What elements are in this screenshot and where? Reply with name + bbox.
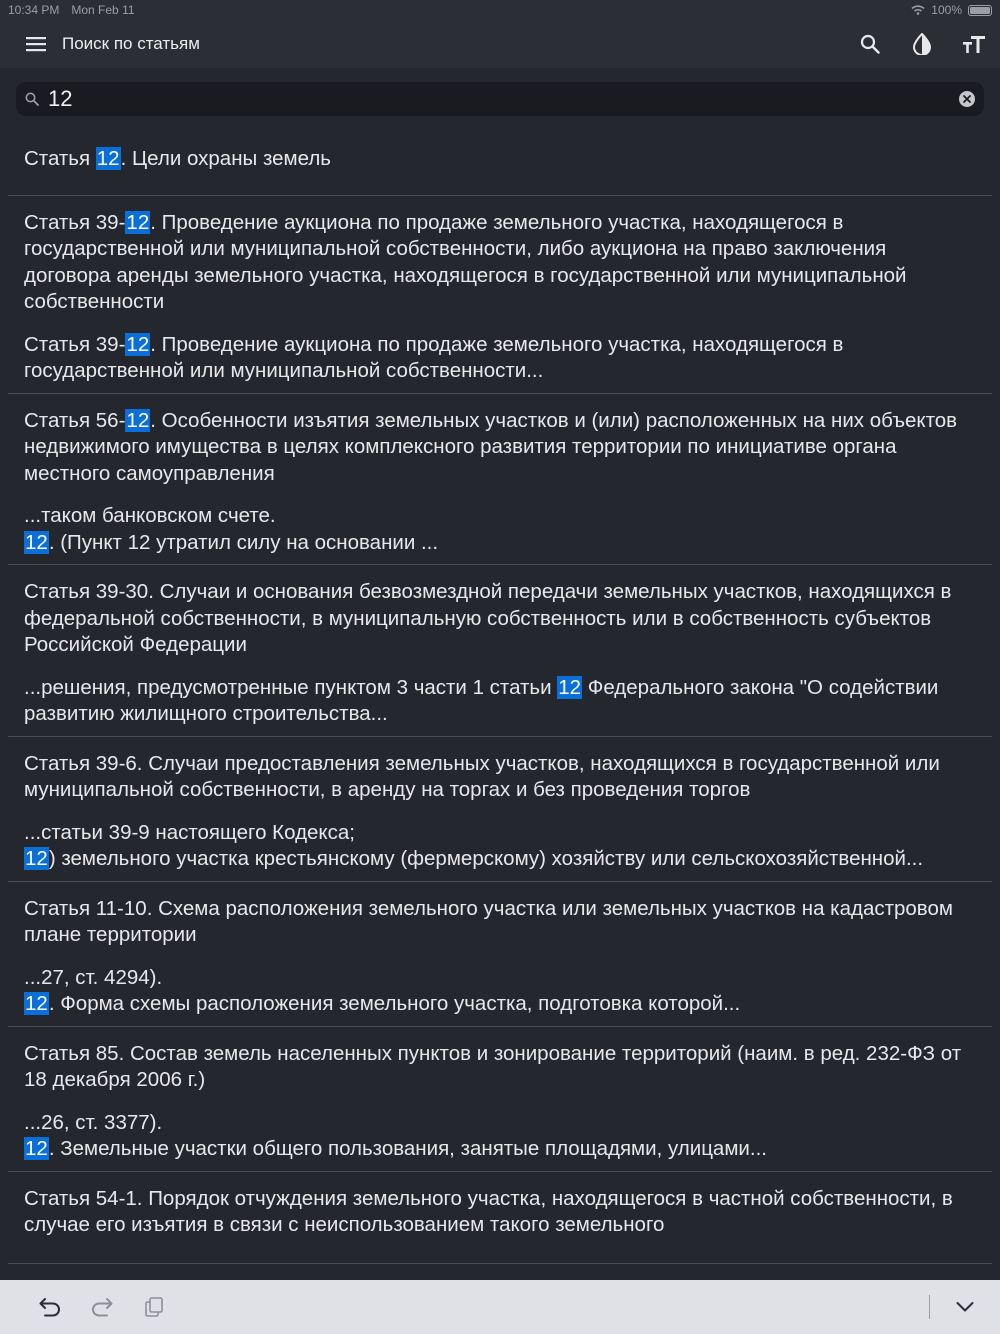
search-result-item[interactable] xyxy=(8,882,992,1027)
undo-icon xyxy=(39,1297,61,1317)
search-bar xyxy=(16,82,984,116)
search-result-item[interactable] xyxy=(8,1172,992,1264)
contrast-button[interactable] xyxy=(896,20,948,68)
text-fragment: ...статьи 39-9 настоящего Кодекса; xyxy=(24,820,355,844)
paste-button[interactable] xyxy=(128,1280,180,1334)
battery-percent: 100% xyxy=(931,3,962,17)
text-fragment: Статья 39- xyxy=(24,332,126,356)
status-time: 10:34 PM xyxy=(8,3,60,17)
search-results-list xyxy=(8,126,992,1280)
text-fragment: ...27, ст. 4294). xyxy=(24,965,163,989)
result-snippet xyxy=(24,965,976,1018)
text-fragment: . Цели охраны земель xyxy=(120,147,331,170)
menu-icon xyxy=(26,36,46,52)
text-size-icon xyxy=(962,34,986,54)
search-icon xyxy=(860,34,880,54)
search-result-item[interactable] xyxy=(8,196,992,394)
search-highlight: 12 xyxy=(126,332,150,356)
chevron-down-icon xyxy=(956,1301,974,1313)
undo-button[interactable] xyxy=(24,1280,76,1334)
text-fragment: ) земельного участка крестьянскому (фермерскому) хозяйству или сельскохозяйственной... xyxy=(48,847,924,870)
text-fragment: . Форма схемы расположения земельного участка, подготовка которой... xyxy=(48,992,741,1015)
search-highlight: 12 xyxy=(25,530,48,554)
search-highlight: 12 xyxy=(126,210,150,234)
text-fragment: Статья 11-10. Схема расположения земельного участка или земельных участков на кадастровом плане территории xyxy=(24,896,953,946)
contrast-icon xyxy=(912,33,932,55)
redo-icon xyxy=(91,1297,113,1317)
search-result-item[interactable] xyxy=(8,737,992,882)
status-bar xyxy=(0,0,1000,20)
clear-search-button[interactable] xyxy=(950,91,984,107)
clipboard-icon xyxy=(145,1297,163,1317)
text-fragment: Статья 85. Состав земель населенных пунктов и зонирование территорий (наим. в ред. 232-ФЗ от 18 декабря 2006 г.) xyxy=(24,1041,962,1091)
result-snippet xyxy=(24,1110,976,1163)
text-fragment: Статья 39-30. Случаи и основания безвозмездной передачи земельных участков, находящихся в федеральной собственности, в муниципальную собственность или в собственность субъектов Российской Федерации xyxy=(24,580,952,656)
search-highlight: 12 xyxy=(96,147,120,170)
text-fragment: . Проведение аукциона по продаже земельного участка, находящегося в государственной или муниципальной собственности... xyxy=(24,332,844,382)
search-button[interactable] xyxy=(844,20,896,68)
result-snippet xyxy=(24,820,976,873)
result-title xyxy=(24,210,976,316)
text-fragment: Статья 54-1. Порядок отчуждения земельного участка, находящегося в частной собственности, в случае его изъятия в связи с неиспользованием такого земельного xyxy=(24,1186,953,1236)
search-field-icon xyxy=(18,92,46,106)
search-highlight: 12 xyxy=(25,1137,48,1160)
text-fragment: ...решения, предусмотренные пунктом 3 части 1 статьи xyxy=(24,675,558,699)
text-fragment: Статья 39-6. Случаи предоставления земельных участков, находящихся в государственной или муниципальной собственности, в аренду на торгах и без проведения торгов xyxy=(24,751,940,801)
text-fragment: Статья xyxy=(24,147,96,170)
search-result-item[interactable] xyxy=(8,565,992,737)
top-navbar xyxy=(0,20,1000,68)
text-fragment: . Земельные участки общего пользования, занятые площадями, улицами... xyxy=(48,1137,767,1160)
text-fragment: ...26, ст. 3377). xyxy=(24,1110,163,1134)
battery-icon xyxy=(968,5,992,16)
text-fragment: Федерального закона "О содействии развитию жилищного строительства... xyxy=(24,675,939,725)
text-fragment: Статья 56- xyxy=(24,408,126,432)
text-fragment: . Проведение аукциона по продаже земельного участка, находящегося в государственной или муниципальной собственности, либо аукциона на право заключения договора аренды земельного участка, находящегося в государственной или муниципальной собственности xyxy=(24,210,907,313)
redo-button[interactable] xyxy=(76,1280,128,1334)
text-fragment: Статья 39- xyxy=(24,210,126,234)
search-result-item[interactable] xyxy=(8,1027,992,1172)
search-highlight: 12 xyxy=(25,992,48,1015)
result-title xyxy=(24,896,976,949)
search-highlight: 12 xyxy=(25,847,48,870)
text-size-button[interactable] xyxy=(948,20,1000,68)
search-result-item[interactable] xyxy=(8,394,992,566)
search-highlight: 12 xyxy=(126,408,150,432)
result-title xyxy=(24,408,976,488)
result-title xyxy=(24,751,976,804)
wifi-icon xyxy=(911,5,925,15)
result-snippet xyxy=(24,503,976,556)
result-snippet xyxy=(24,332,976,385)
hide-keyboard-button[interactable] xyxy=(940,1280,990,1334)
toolbar-divider xyxy=(929,1295,930,1319)
status-date: Mon Feb 11 xyxy=(71,3,135,17)
result-snippet xyxy=(24,675,976,728)
search-result-item[interactable] xyxy=(8,126,992,196)
bottom-toolbar xyxy=(0,1280,1000,1334)
search-highlight: 12 xyxy=(558,675,582,699)
search-input[interactable] xyxy=(46,82,950,116)
page-title: Поиск по статьям xyxy=(62,34,200,53)
result-title xyxy=(24,579,976,659)
result-title xyxy=(24,1041,976,1094)
text-fragment: . Особенности изъятия земельных участков и (или) расположенных на них объектов недвижимого имущества в целях комплексного развития территории по инициативе органа местного самоуправления xyxy=(24,408,958,485)
result-title xyxy=(24,146,976,173)
text-fragment: . (Пункт 12 утратил силу на основании ... xyxy=(48,530,439,554)
menu-button[interactable] xyxy=(0,20,62,68)
text-fragment: ...таком банковском счете. xyxy=(24,504,276,527)
clear-icon xyxy=(959,91,975,107)
result-title xyxy=(24,1186,976,1239)
